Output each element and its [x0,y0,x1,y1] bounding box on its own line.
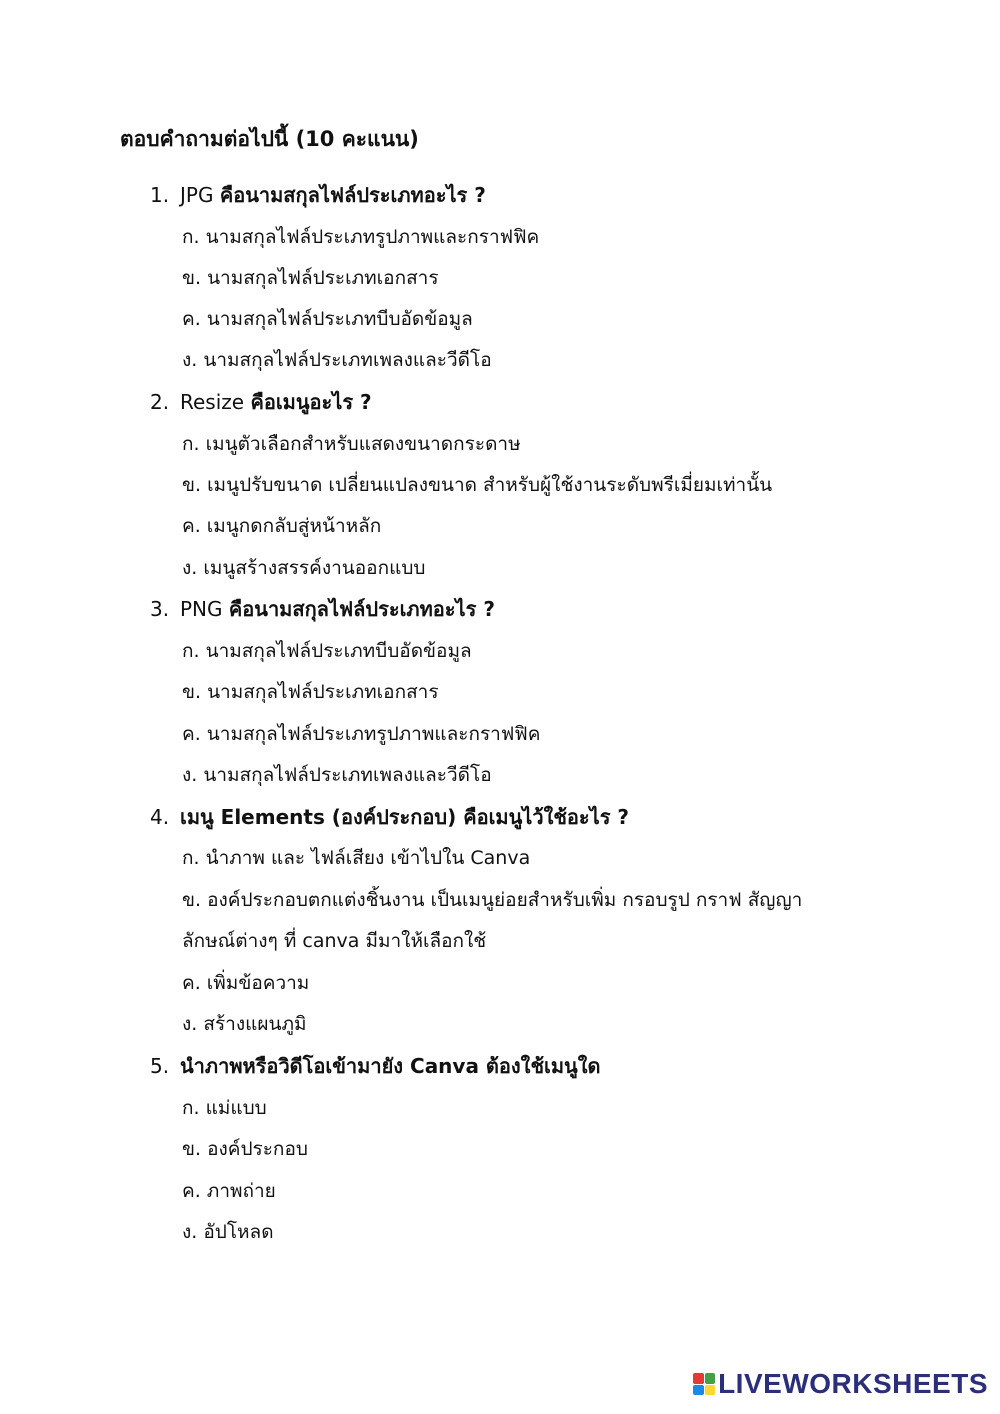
logo-square [705,1373,716,1384]
option-5a: ก. แม่แบบ [182,1097,267,1119]
question-1 [150,180,486,210]
question-number: 3. [150,597,170,621]
logo-square [705,1385,716,1396]
option-4d: ง. สร้างแผนภูมิ [182,1013,307,1035]
logo-text: LIVEWORKSHEETS [718,1368,988,1399]
question-text: นำภาพหรือวิดีโอเข้ามายัง Canva ต้องใช้เมนูใด [180,1054,601,1078]
question-5 [150,1051,600,1081]
option-4b-continued: ลักษณ์ต่างๆ ที่ canva มีมาให้เลือกใช้ [182,930,487,952]
question-3 [150,594,495,624]
option-4b: ข. องค์ประกอบตกแต่งชิ้นงาน เป็นเมนูย่อยสำหรับเพิ่ม กรอบรูป กราฟ สัญญา [182,889,803,911]
option-1a: ก. นามสกุลไฟล์ประเภทรูปภาพและกราฟฟิค [182,226,540,248]
option-4a: ก. นำภาพ และ ไฟล์เสียง เข้าไปใน Canva [182,847,531,869]
option-3d: ง. นามสกุลไฟล์ประเภทเพลงและวีดีโอ [182,764,492,786]
question-number: 4. [150,805,170,829]
option-3c: ค. นามสกุลไฟล์ประเภทรูปภาพและกราฟฟิค [182,723,541,745]
question-prefix: JPG [180,183,220,207]
option-1b: ข. นามสกุลไฟล์ประเภทเอกสาร [182,267,439,289]
question-number: 2. [150,390,170,414]
option-4c: ค. เพิ่มข้อความ [182,972,310,994]
question-2 [150,387,372,417]
option-5d: ง. อัปโหลด [182,1221,274,1243]
question-prefix: PNG [180,597,229,621]
logo-grid-icon [693,1373,715,1395]
option-5b: ข. องค์ประกอบ [182,1138,308,1160]
question-number: 1. [150,183,170,207]
question-text: คือนามสกุลไฟล์ประเภทอะไร ? [219,183,486,207]
logo-square [693,1385,704,1396]
option-2c: ค. เมนูกดกลับสู่หน้าหลัก [182,515,382,537]
worksheet-heading: ตอบคำถามต่อไปนี้ (10 คะแนน) [120,127,419,151]
question-text: คือเมนูอะไร ? [250,390,372,414]
question-text: เมนู Elements (องค์ประกอบ) คือเมนูไว้ใช้อะไร ? [180,805,630,829]
option-2d: ง. เมนูสร้างสรรค์งานออกแบบ [182,557,426,579]
option-5c: ค. ภาพถ่าย [182,1180,276,1202]
option-3a: ก. นามสกุลไฟล์ประเภทบีบอัดข้อมูล [182,640,472,662]
option-1d: ง. นามสกุลไฟล์ประเภทเพลงและวีดีโอ [182,349,492,371]
question-prefix: Resize [180,390,251,414]
liveworksheets-logo [693,1368,988,1400]
option-2b: ข. เมนูปรับขนาด เปลี่ยนแปลงขนาด สำหรับผู้ใช้งานระดับพรีเมี่ยมเท่านั้น [182,474,773,496]
question-number: 5. [150,1054,170,1078]
option-1c: ค. นามสกุลไฟล์ประเภทบีบอัดข้อมูล [182,308,473,330]
question-text: คือนามสกุลไฟล์ประเภทอะไร ? [228,597,495,621]
logo-square [693,1373,704,1384]
option-2a: ก. เมนูตัวเลือกสำหรับแสดงขนาดกระดาษ [182,433,521,455]
question-4 [150,802,629,832]
option-3b: ข. นามสกุลไฟล์ประเภทเอกสาร [182,681,439,703]
